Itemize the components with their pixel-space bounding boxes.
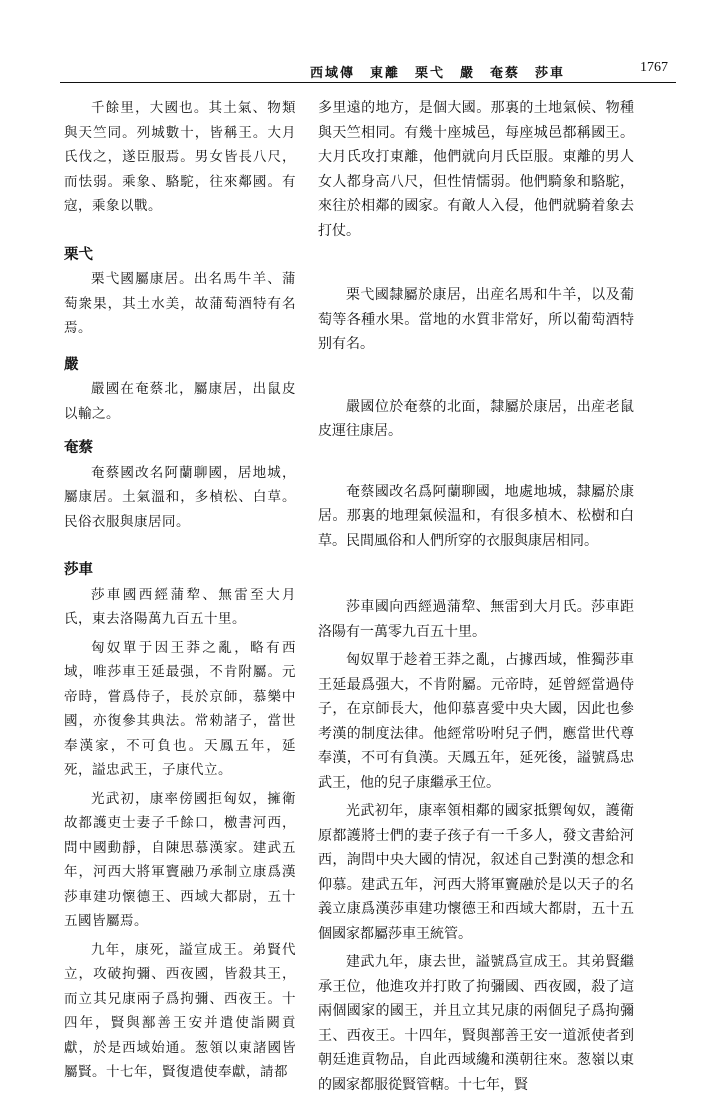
paragraph-yancai: 奄蔡國改名阿蘭聊國，居地城，屬康居。土氣溫和，多楨松、白草。民俗衣服與康居同。 xyxy=(64,464,296,530)
paragraph-liyi: 栗弋國屬康居。出名馬牛羊、蒲萄衆果，其土水美，故蒲萄酒特有名焉。 xyxy=(64,271,296,336)
translation-shache-3: 光武初年，康率領相鄰的國家抵禦匈奴，護衛原都護將士們的妻子孩子有一千多人，發文書給河西，詢問中央大國的情况，叙述自己對漢的想念和仰慕。建武五年，河西大將軍竇融於是以天子的名義立康爲漢莎車建功懷德王和西域大都尉，五十五個國家都屬莎車王統管。 xyxy=(318,803,634,942)
header-rule xyxy=(60,82,676,83)
running-title: 西域傳 東離 栗弋 嚴 奄蔡 莎車 xyxy=(310,66,566,81)
translation-yancai: 奄蔡國改名爲阿蘭聊國，地處地城，隸屬於康居。那裏的地理氣候温和，有很多楨木、松樹和白草。民間風俗和人們所穿的衣服與康居相同。 xyxy=(318,483,634,549)
translation-shache-4: 建武九年，康去世，謚號爲宣成王。其弟賢繼承王位，他進攻并打敗了拘彌國、西夜國，殺了這兩個國家的國王，并且立其兄康的兩個兒子爲拘彌王、西夜王。十四年，賢與鄯善王安一道派使者到朝廷進貢物品，自此西域纔和漢朝往來。葱嶺以東的國家都服從賢管轄。十七年，賢 xyxy=(318,954,634,1093)
classical-text-column xyxy=(64,96,296,1085)
page-header xyxy=(60,56,676,82)
translation-liyi: 栗弋國隸屬於康居，出産名馬和牛羊，以及葡萄等各種水果。當地的水質非常好，所以葡萄酒特别有名。 xyxy=(318,287,634,352)
translation-shache-2: 匈奴單于趁着王莽之亂，占據西域，惟獨莎車王延最爲强大，不肯附屬。元帝時，延曾經當過侍子，在京師長大，他仰慕喜愛中央大國，因此也參考漢的制度法律。他經常吩咐兒子們，應當世代尊奉漢，不可有負漢。天鳳五年，延死後，謚號爲忠武王，他的兒子康繼承王位。 xyxy=(318,652,634,791)
section-title-yancai: 奄蔡 xyxy=(64,439,93,456)
section-title-liyi: 栗弋 xyxy=(64,245,93,263)
paragraph-shache-2: 匈奴單于因王莽之亂，略有西域，唯莎車王延最强，不肯附屬。元帝時，嘗爲侍子，長於京師，慕樂中國，亦復參其典法。常勑諸子，當世奉漢家，不可負也。天鳳五年，延死，謚忠武王，子康代立。 xyxy=(64,639,296,778)
page-number: 1767 xyxy=(640,60,668,75)
paragraph-shache-4: 九年，康死，謚宣成王。弟賢代立，攻破拘彌、西夜國，皆殺其王，而立其兄康兩子爲拘彌、西夜王。十四年，賢與鄯善王安并遣使詣闕貢獻，於是西域始通。葱領以東諸國皆屬賢。十七年，賢復遣使奉獻，請都 xyxy=(64,941,296,1080)
translation-dongli: 多里遠的地方，是個大國。那裏的土地氣候、物種與天竺相同。有幾十座城邑，每座城邑都稱國王。大月氏攻打東離，他們就向月氏臣服。東離的男人女人都身高八尺，但性情懦弱。他們騎象和駱駝，來往於相鄰的國家。有敵人入侵，他們就騎着象去打仗。 xyxy=(318,100,634,239)
paragraph-yan: 嚴國在奄蔡北，屬康居，出鼠皮以輸之。 xyxy=(64,381,296,422)
section-title-shache: 莎車 xyxy=(64,561,93,578)
paragraph-shache-1: 莎車國西經蒲犂、無雷至大月氏，東去洛陽萬九百五十里。 xyxy=(64,586,296,627)
section-title-yan: 嚴 xyxy=(64,355,79,373)
translation-shache-1: 莎車國向西經過蒲犂、無雷到大月氏。莎車距洛陽有一萬零九百五十里。 xyxy=(318,599,634,640)
paragraph-dongli: 千餘里，大國也。其土氣、物類與天竺同。列城數十，皆稱王。大月氏伐之，遂臣服焉。男女皆長八尺，而怯弱。乘象、駱駝，往來鄰國。有寇，乘象以戰。 xyxy=(64,100,296,214)
paragraph-shache-3: 光武初，康率傍國拒匈奴，擁衛故都護吏士妻子千餘口，檄書河西，問中國動靜，自陳思慕漢家。建武五年，河西大將軍竇融乃承制立康爲漢莎車建功懷德王、西域大都尉，五十五國皆屬焉。 xyxy=(64,790,296,929)
translation-yan: 嚴國位於奄蔡的北面，隸屬於康居，出産老鼠皮運往康居。 xyxy=(318,398,634,439)
translation-column xyxy=(318,96,634,1097)
